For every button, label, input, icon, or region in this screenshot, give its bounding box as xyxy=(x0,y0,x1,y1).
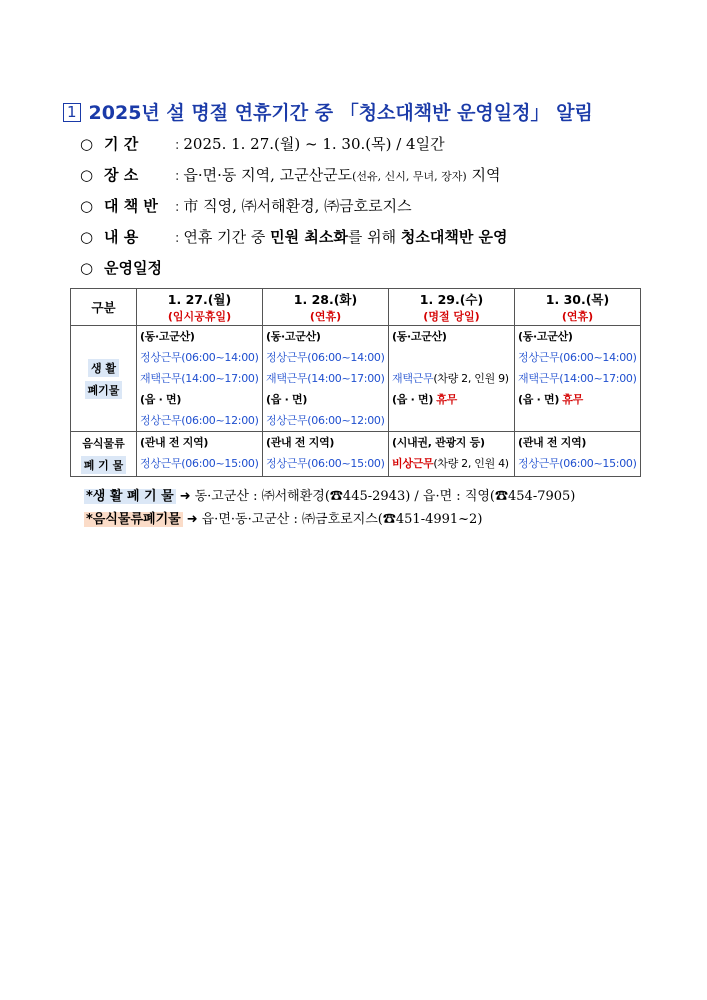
table-row-food-waste xyxy=(71,432,641,477)
bullet-mark: ○ xyxy=(80,259,94,277)
arrow-icon: ➜ xyxy=(186,512,198,527)
arrow-icon: ➜ xyxy=(179,489,191,504)
place-suffix: 지역 xyxy=(466,166,501,184)
cell-living-day-2: (동·고군산) 정상근무(06:00~14:00) 재택근무(14:00~17:00) (읍 · 면) 정상근무(06:00~12:00) xyxy=(263,326,389,432)
header-day-1: 1. 27.(월) (임시공휴일) xyxy=(137,289,263,326)
bullet-mark: ○ xyxy=(80,228,94,246)
bullet-place: ○ 장 소 : 읍·면·동 지역, 고군산군도(선유, 신시, 무녀, 장자) 지역 xyxy=(80,166,501,184)
bullet-mark: ○ xyxy=(80,166,94,184)
table-row-living-waste xyxy=(71,326,641,432)
note-living-waste xyxy=(84,485,575,504)
bullet-team: ○ 대 책 반 : 市 직영, ㈜서해환경, ㈜금호로지스 xyxy=(80,197,412,215)
bullet-period: ○ 기 간 : 2025. 1. 27.(월) ~ 1. 30.(목) / 4일간 xyxy=(80,135,445,153)
bullet-mark: ○ xyxy=(80,197,94,215)
note-food-waste xyxy=(84,508,482,527)
cell-living-day-1: (동·고군산) 정상근무(06:00~14:00) 재택근무(14:00~17:00) (읍 · 면) 정상근무(06:00~12:00) xyxy=(137,326,263,432)
bullet-schedule xyxy=(80,257,162,278)
header-day-3: 1. 29.(수) (명절 당일) xyxy=(389,289,515,326)
cell-living-day-3: (동·고군산) 재택근무(차량 2, 인원 9) (읍 · 면) 휴무 xyxy=(389,326,515,432)
period-value: 2025. 1. 27.(월) ~ 1. 30.(목) / 4일간 xyxy=(183,135,445,153)
schedule-label: 운영일정 xyxy=(104,259,162,277)
day-off-label: 휴무 xyxy=(562,393,583,406)
cell-living-day-4: (동·고군산) 정상근무(06:00~14:00) 재택근무(14:00~17:00) (읍 · 면) 휴무 xyxy=(515,326,641,432)
note-food-text: 읍·면·동·고군산 : ㈜금호로지스(☎451-4991~2) xyxy=(201,512,483,527)
place-islands: (선유, 신시, 무녀, 장자) xyxy=(352,170,467,183)
header-category: 구분 xyxy=(71,289,137,326)
day-off-label: 휴무 xyxy=(436,393,457,406)
place-label: 장 소 xyxy=(104,166,139,184)
team-value: 市 직영, ㈜서해환경, ㈜금호로지스 xyxy=(183,197,412,215)
bullet-mark: ○ xyxy=(80,135,94,153)
page-title xyxy=(63,98,593,125)
content-emphasis-1: 민원 최소화 xyxy=(270,228,348,246)
cell-food-day-1: (관내 전 지역) 정상근무(06:00~15:00) xyxy=(137,432,263,477)
schedule-table xyxy=(70,288,641,477)
cell-food-day-4: (관내 전 지역) 정상근무(06:00~15:00) xyxy=(515,432,641,477)
note-living-text: 동·고군산 : ㈜서해환경(☎445-2943) / 읍·면 : 직영(☎454-7905) xyxy=(194,489,576,504)
section-number-box: 1 xyxy=(63,103,81,122)
note-living-label: *생 활 폐 기 물 xyxy=(86,489,174,504)
team-label: 대 책 반 xyxy=(104,197,158,215)
cell-food-day-2: (관내 전 지역) 정상근무(06:00~15:00) xyxy=(263,432,389,477)
cell-food-day-3: (시내권, 관광지 등) 비상근무(차량 2, 인원 4) xyxy=(389,432,515,477)
header-day-2: 1. 28.(화) (연휴) xyxy=(263,289,389,326)
content-emphasis-2: 청소대책반 운영 xyxy=(400,228,508,246)
bullet-content: ○ 내 용 : 연휴 기간 중 민원 최소화를 위해 청소대책반 운영 xyxy=(80,228,508,246)
table-header-row xyxy=(71,289,641,326)
note-food-label: *음식물류폐기물 xyxy=(86,512,181,527)
category-living-waste: 생 활 폐기물 xyxy=(71,326,137,432)
content-label: 내 용 xyxy=(104,228,139,246)
header-day-4: 1. 30.(목) (연휴) xyxy=(515,289,641,326)
place-value: 읍·면·동 지역, 고군산군도 xyxy=(183,166,353,184)
category-food-waste: 음식물류 폐 기 물 xyxy=(71,432,137,477)
period-label: 기 간 xyxy=(104,135,139,153)
title-text: 2025년 설 명절 연휴기간 중 「청소대책반 운영일정」 알림 xyxy=(88,102,593,124)
